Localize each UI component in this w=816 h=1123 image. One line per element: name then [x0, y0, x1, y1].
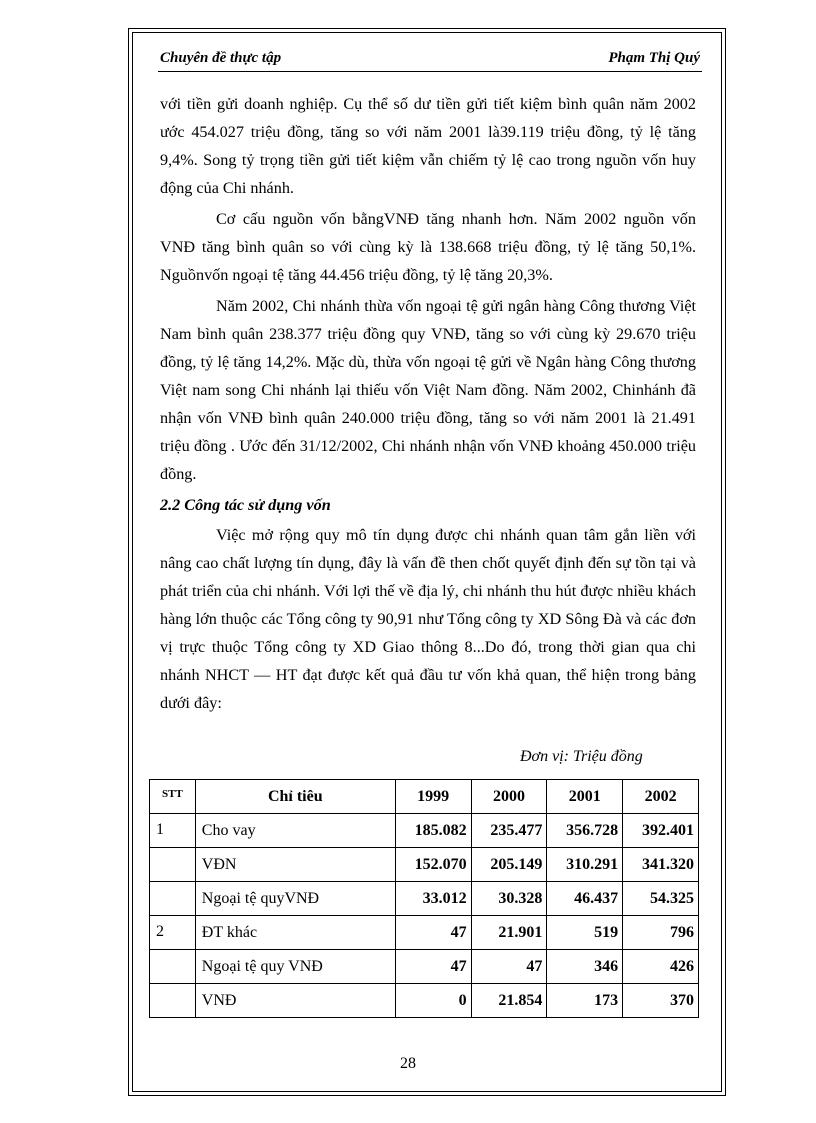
header-rule: [158, 71, 702, 72]
column-header: 2001: [547, 780, 623, 814]
table-cell: 426: [623, 950, 699, 984]
table-cell: 47: [471, 950, 547, 984]
table-row: [150, 814, 699, 848]
table-cell: 796: [623, 916, 699, 950]
table-cell: 341.320: [623, 848, 699, 882]
page-header: [158, 50, 702, 72]
table-cell: [150, 950, 196, 984]
table-cell: 173: [547, 984, 623, 1018]
table-cell: 47: [395, 950, 471, 984]
table-row: [150, 848, 699, 882]
table-cell: Cho vay: [195, 814, 395, 848]
header-author: Phạm Thị Quý: [608, 50, 700, 66]
section-heading: 2.2 Công tác sử dụng vốn: [160, 496, 331, 514]
paragraph: Việc mở rộng quy mô tín dụng được chi nhánh quan tâm gắn liền với nâng cao chất lượng tín dụng, đây là vấn đề then chốt quyết định đến sự tồn tại và phát triển của chi nhánh. Với lợi thế về địa lý, chi nhánh thu hút được nhiều khách hàng lớn thuộc các Tổng công ty 90,91 như Tổng công ty XD Sông Đà và các đơn vị trực thuộc Tổng công ty XD Giao thông 8...Do đó, trong thời gian qua chi nhánh NHCT — HT đạt được kết quả đầu tư vốn khả quan, thể hiện trong bảng dưới đây:: [160, 526, 696, 712]
table-cell: 185.082: [395, 814, 471, 848]
table-row: [150, 916, 699, 950]
unit-label: Đơn vị: Triệu đồng: [520, 748, 643, 765]
table-cell: Ngoại tệ quy VNĐ: [195, 950, 395, 984]
table-cell: 21.854: [471, 984, 547, 1018]
column-header: 2000: [471, 780, 547, 814]
table-cell: 46.437: [547, 882, 623, 916]
column-header: 2002: [623, 780, 699, 814]
table-cell: 33.012: [395, 882, 471, 916]
table-cell: VNĐ: [195, 984, 395, 1018]
table-cell: 21.901: [471, 916, 547, 950]
paragraph: Cơ cấu nguồn vốn bằngVNĐ tăng nhanh hơn. Năm 2002 nguồn vốn VNĐ tăng bình quân so với cùng kỳ là 138.668 triệu đồng, tỷ lệ tăng 50,1%. Nguồnvốn ngoại tệ tăng 44.456 triệu đồng, tỷ lệ tăng 20,3%.: [160, 210, 696, 284]
table-row: [150, 950, 699, 984]
column-header: STT: [150, 780, 196, 814]
paragraph: Năm 2002, Chi nhánh thừa vốn ngoại tệ gửi ngân hàng Công thương Việt Nam bình quân 238.377 triệu đồng quy VNĐ, tăng so với cùng kỳ 29.670 triệu đồng, tỷ lệ tăng 14,2%. Mặc dù, thừa vốn ngoại tệ gửi về Ngân hàng Công thương Việt nam song Chi nhánh lại thiếu vốn Việt Nam đồng. Năm 2002, Chinhánh đã nhận vốn VNĐ bình quân 240.000 triệu đồng, tăng so với năm 2001 là 21.491 triệu đồng . Ước đến 31/12/2002, Chi nhánh nhận vốn VNĐ khoảng 450.000 triệu đồng.: [160, 297, 696, 483]
column-header: 1999: [395, 780, 471, 814]
table-cell: 205.149: [471, 848, 547, 882]
table-cell: 1: [150, 814, 196, 848]
page-number: 28: [400, 1055, 416, 1072]
table-cell: 235.477: [471, 814, 547, 848]
data-table: [149, 779, 699, 1018]
column-header: Chỉ tiêu: [195, 780, 395, 814]
header-title: Chuyên đề thực tập: [160, 50, 282, 66]
table-cell: 519: [547, 916, 623, 950]
table-cell: 0: [395, 984, 471, 1018]
table-cell: 346: [547, 950, 623, 984]
table-cell: 152.070: [395, 848, 471, 882]
table-cell: 370: [623, 984, 699, 1018]
table-header-row: [150, 780, 699, 814]
table-cell: 310.291: [547, 848, 623, 882]
table-cell: [150, 848, 196, 882]
table-cell: 30.328: [471, 882, 547, 916]
table-row: [150, 984, 699, 1018]
table-cell: [150, 984, 196, 1018]
table-cell: 47: [395, 916, 471, 950]
table-cell: 2: [150, 916, 196, 950]
paragraph: với tiền gửi doanh nghiệp. Cụ thể số dư tiền gửi tiết kiệm bình quân năm 2002 ước 454.027 triệu đồng, tăng so với năm 2001 là39.119 triệu đồng, tỷ lệ tăng 9,4%. Song tỷ trọng tiền gửi tiết kiệm vẫn chiếm tỷ lệ cao trong nguồn vốn huy động của Chi nhánh.: [160, 95, 696, 197]
table-cell: 54.325: [623, 882, 699, 916]
body-text: [160, 90, 696, 720]
table-cell: VĐN: [195, 848, 395, 882]
table-cell: Ngoại tệ quyVNĐ: [195, 882, 395, 916]
table-cell: 356.728: [547, 814, 623, 848]
table-cell: [150, 882, 196, 916]
table-cell: 392.401: [623, 814, 699, 848]
table-row: [150, 882, 699, 916]
table-cell: ĐT khác: [195, 916, 395, 950]
